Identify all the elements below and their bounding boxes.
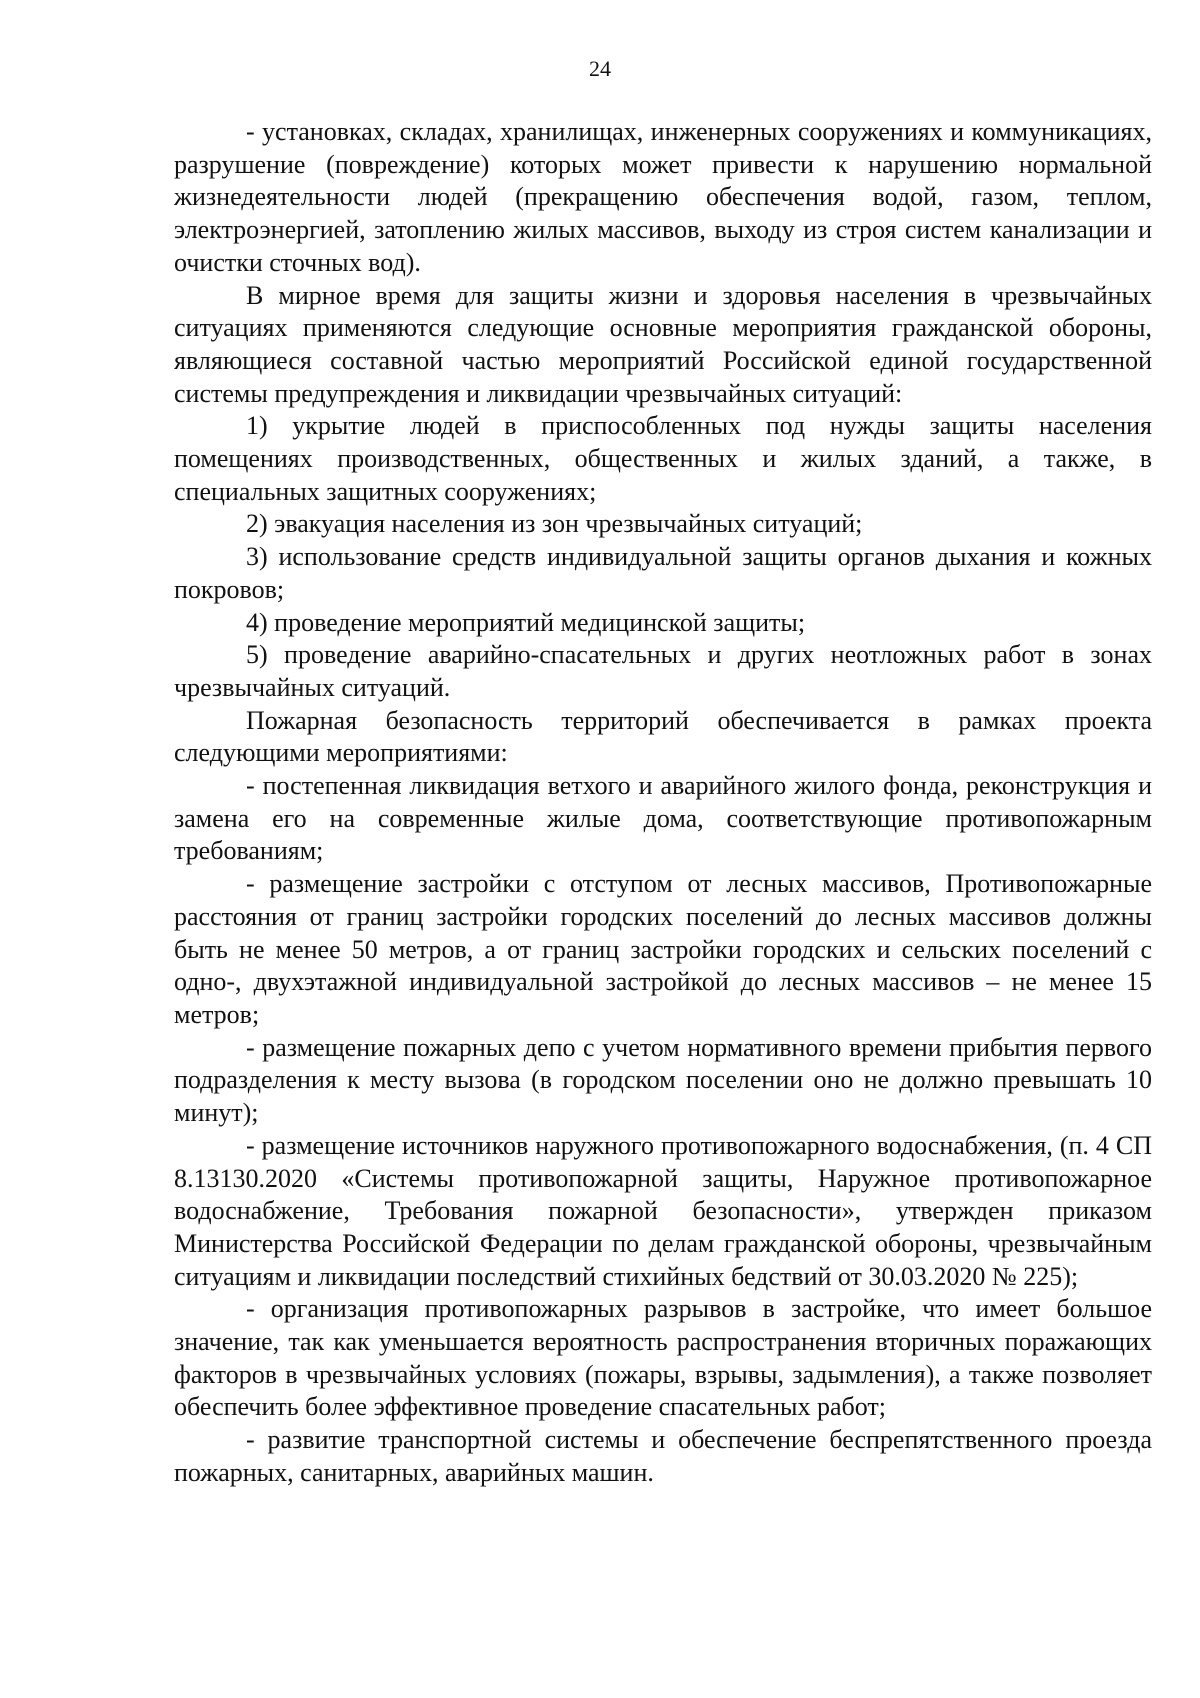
- document-body: [174, 116, 1152, 1490]
- paragraph-infrastructure-list-end: - установках, складах, хранилищах, инженерных сооружениях и коммуникациях, разрушение (повреждение) которых может привести к нарушению нормальной жизнедеятельности людей (прекращению обеспечения водой, газом, теплом, электроэнергией, затоплению жилых массивов, выходу из строя систем канализации и очистки сточных вод).: [174, 117, 1152, 277]
- bullet-dilapidated-housing: - постепенная ликвидация ветхого и аварийного жилого фонда, реконструкция и замена его на современные жилые дома, соответствующие противопожарным требованиям;: [174, 771, 1152, 866]
- bullet-firebreaks: - организация противопожарных разрывов в застройке, что имеет большое значение, так как уменьшается вероятность распространения вторичных поражающих факторов в чрезвычайных условиях (пожары, взрывы, задымления), а также позволяет обеспечить более эффективное проведение спасательных работ;: [174, 1294, 1152, 1422]
- list-item-rescue-works: 5) проведение аварийно-спасательных и других неотложных работ в зонах чрезвычайных ситуаций.: [174, 640, 1152, 702]
- bullet-transport-system: - развитие транспортной системы и обеспечение беспрепятственного проезда пожарных, санитарных, аварийных машин.: [174, 1425, 1152, 1487]
- paragraph-civil-defense-intro: В мирное время для защиты жизни и здоровья населения в чрезвычайных ситуациях применяются следующие основные мероприятия гражданской обороны, являющиеся составной частью мероприятий Российской единой государственной системы предупреждения и ликвидации чрезвычайных ситуаций:: [174, 280, 1152, 408]
- list-item-medical-protection: 4) проведение мероприятий медицинской защиты;: [246, 607, 806, 637]
- list-item-shelter: 1) укрытие людей в приспособленных под нужды защиты населения помещениях производственных, общественных и жилых зданий, а также, в специальных защитных сооружениях;: [174, 411, 1152, 506]
- bullet-forest-setback: - размещение застройки с отступом от лесных массивов, Противопожарные расстояния от границ застройки городских поселений до лесных массивов должны быть не менее 50 метров, а от границ застройки городских и сельских поселений с одно-, двухэтажной индивидуальной застройкой до лесных массивов – не менее 15 метров;: [174, 869, 1152, 1029]
- bullet-water-supply: - размещение источников наружного противопожарного водоснабжения, (п. 4 СП 8.13130.2020 «Системы противопожарной защиты, Наружное противопожарное водоснабжение, Требования пожарной безопасности», утвержден приказом Министерства Российской Федерации по делам гражданской обороны, чрезвычайным ситуациям и ликвидации последствий стихийных бедствий от 30.03.2020 № 225);: [174, 1130, 1152, 1291]
- page-number: 24: [589, 56, 611, 81]
- list-item-protective-equipment: 3) использование средств индивидуальной защиты органов дыхания и кожных покровов;: [174, 542, 1152, 604]
- paragraph-fire-safety-intro: Пожарная безопасность территорий обеспечивается в рамках проекта следующими мероприятиями:: [174, 705, 1152, 768]
- list-item-evacuation: 2) эвакуация населения из зон чрезвычайных ситуаций;: [246, 509, 863, 539]
- bullet-fire-depots: - размещение пожарных депо с учетом нормативного времени прибытия первого подразделения к месту вызова (в городском поселении оно не должно превышать 10 минут);: [174, 1032, 1152, 1128]
